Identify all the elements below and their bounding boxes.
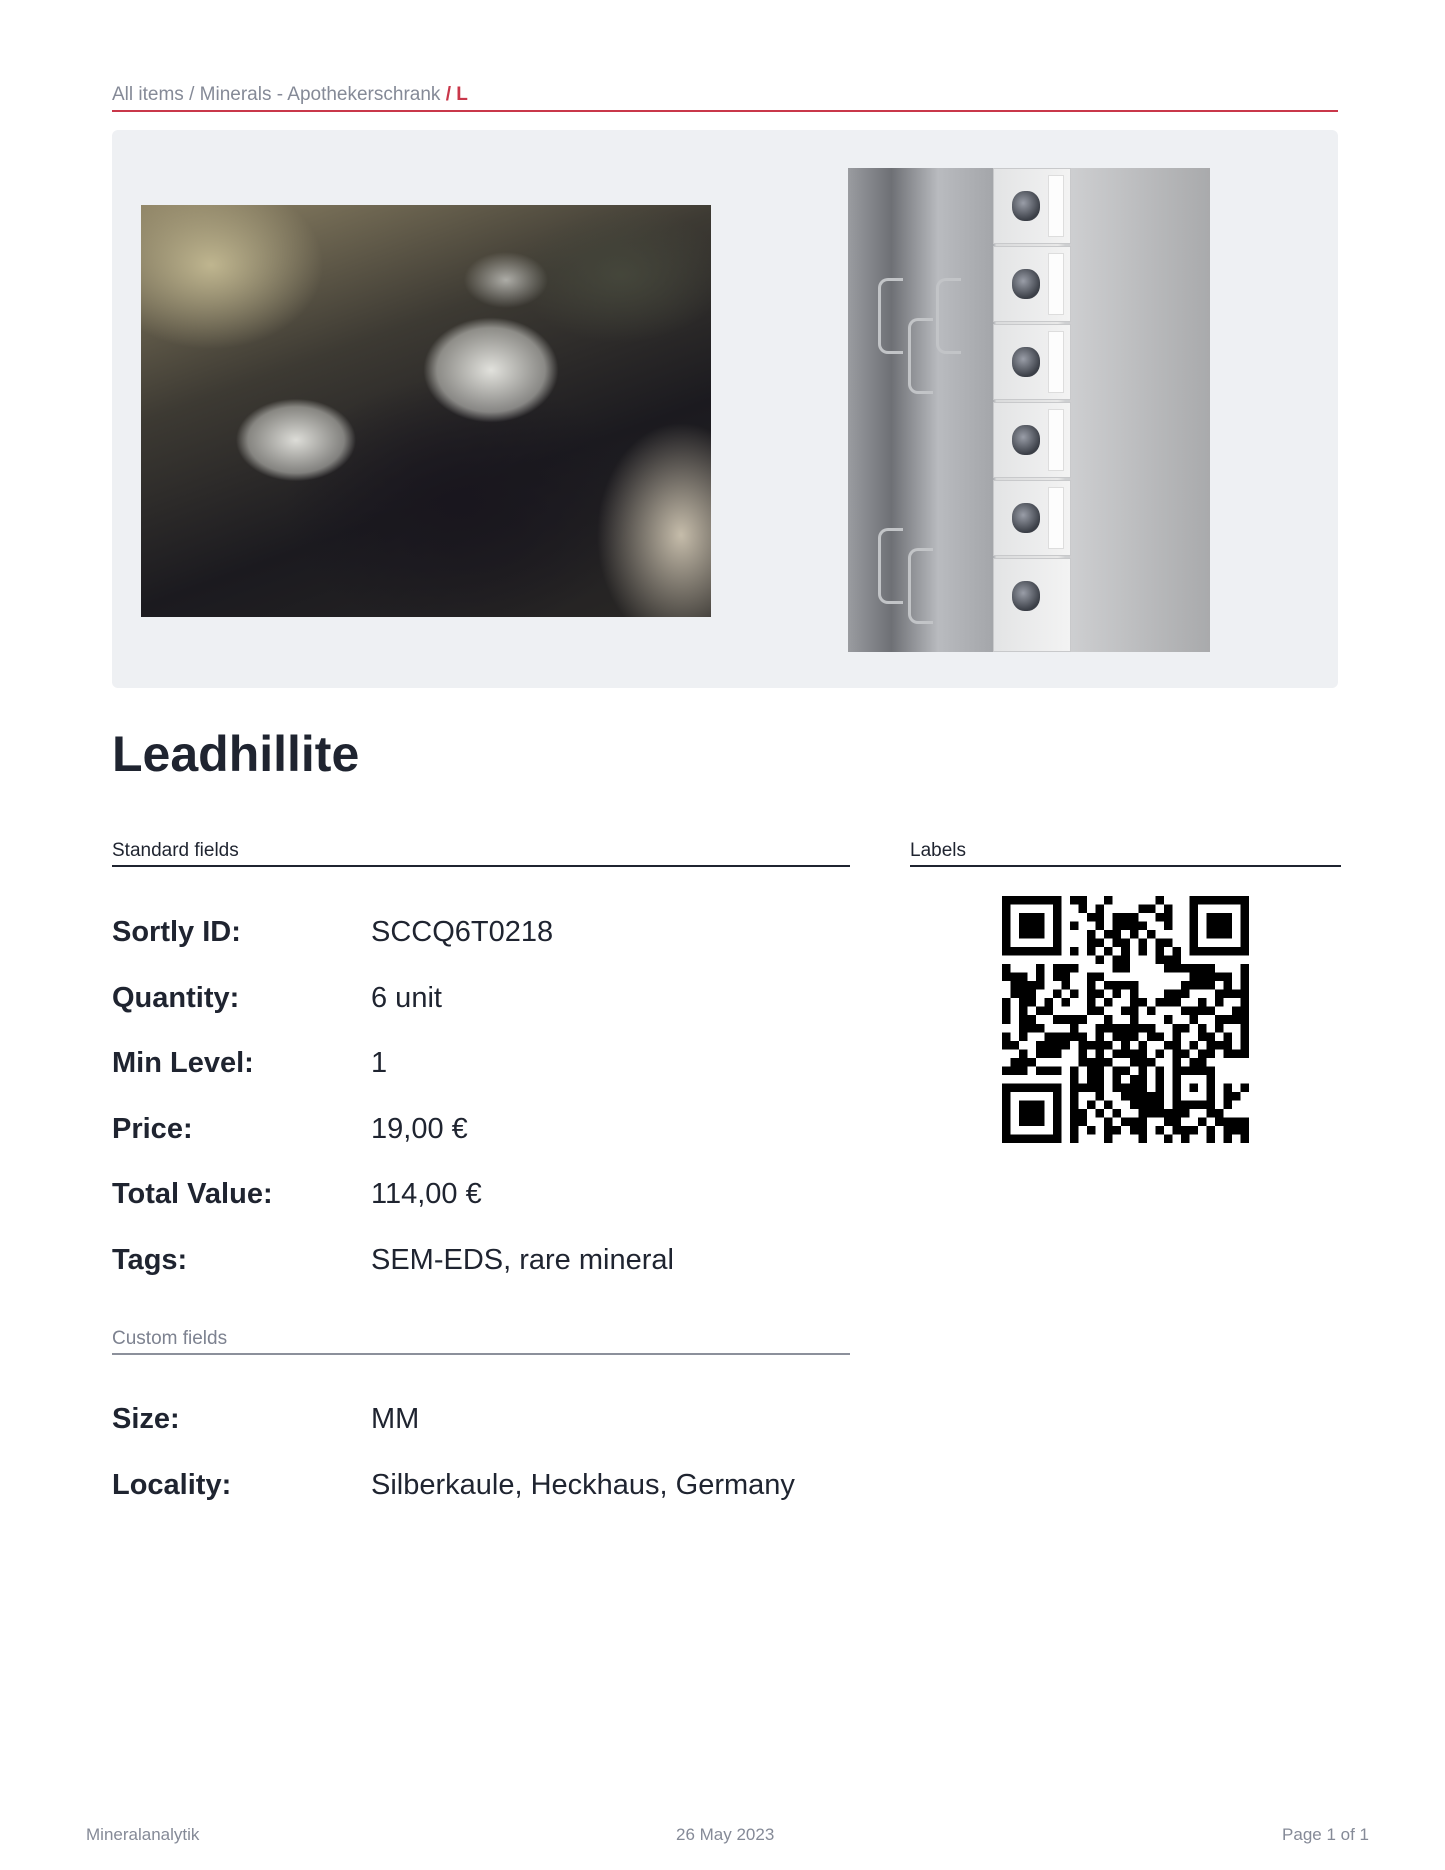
field-label: Quantity:: [112, 982, 240, 1014]
field-value: 6 unit: [371, 982, 442, 1014]
field-value: SEM-EDS, rare mineral: [371, 1244, 674, 1276]
field-label: Size:: [112, 1403, 180, 1435]
field-value: Silberkaule, Heckhaus, Germany: [371, 1469, 795, 1501]
field-label: Tags:: [112, 1244, 188, 1276]
footer-date: 26 May 2023: [676, 1825, 775, 1844]
field-label: Total Value:: [112, 1178, 273, 1210]
labels-header: Labels: [910, 840, 1341, 867]
item-title: Leadhillite: [112, 726, 360, 782]
breadcrumb: [112, 84, 1338, 112]
footer-company: Mineralanalytik: [86, 1825, 200, 1844]
field-value: 19,00 €: [371, 1113, 468, 1145]
breadcrumb-current: L: [456, 84, 468, 105]
field-label: Sortly ID:: [112, 916, 241, 948]
breadcrumb-separator: /: [189, 84, 200, 105]
field-label: Min Level:: [112, 1047, 254, 1079]
qr-code-icon: [1002, 896, 1249, 1143]
breadcrumb-minerals-folder[interactable]: Minerals - Apothekerschrank: [199, 84, 441, 105]
field-label: Locality:: [112, 1469, 232, 1501]
mineral-closeup-photo: [141, 205, 711, 617]
field-value: 114,00 €: [371, 1178, 482, 1210]
storage-drawer-photo: [848, 168, 1210, 652]
breadcrumb-separator-current: /: [445, 84, 457, 105]
field-value: SCCQ6T0218: [371, 916, 554, 948]
custom-fields-header: Custom fields: [112, 1328, 850, 1355]
breadcrumb-all-items[interactable]: All items: [112, 84, 184, 105]
footer-page-number: Page 1 of 1: [1282, 1825, 1369, 1844]
field-value: 1: [371, 1047, 388, 1079]
standard-fields-header: Standard fields: [112, 840, 850, 867]
photo-gallery: [112, 130, 1338, 688]
field-value: MM: [371, 1403, 420, 1435]
field-label: Price:: [112, 1113, 193, 1145]
